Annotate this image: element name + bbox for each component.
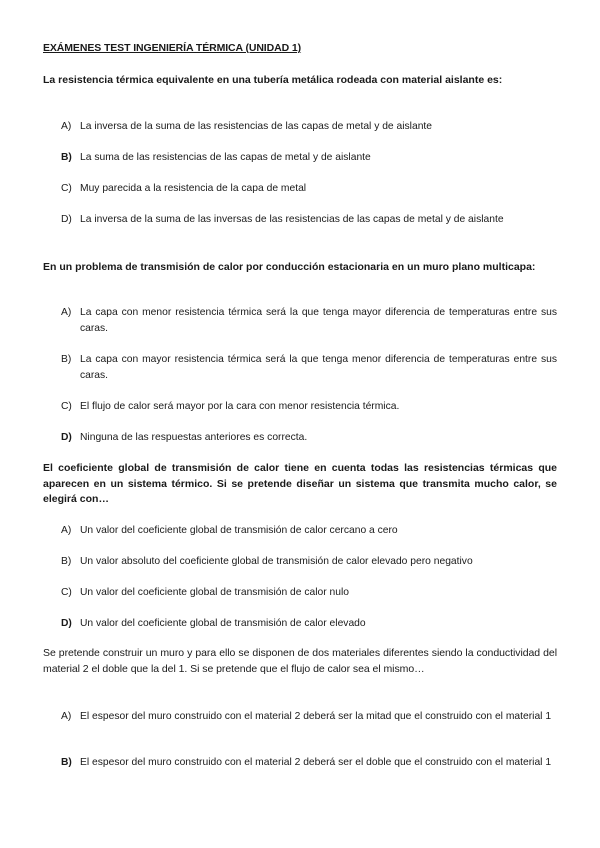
option-letter: B)	[61, 354, 72, 365]
option-letter: D)	[61, 618, 72, 629]
question-4-option-a	[61, 709, 557, 725]
question-2-text: En un problema de transmisión de calor por conducción estacionaria en un muro plano multicapa:	[43, 261, 536, 273]
option-text: Un valor del coeficiente global de transmisión de calor cercano a cero	[80, 525, 398, 536]
option-letter: B)	[61, 152, 72, 163]
option-text: La inversa de la suma de las inversas de las resistencias de las capas de metal y de aislante	[80, 214, 504, 225]
question-1-option-a	[61, 119, 557, 135]
question-1-option-c	[61, 181, 557, 197]
option-letter: B)	[61, 757, 72, 768]
question-4-text: Se pretende construir un muro y para ello se disponen de dos materiales diferentes siendo la conductividad del material 2 el doble que la del 1. Si se pretende que el flujo de calor sea el mismo…	[43, 647, 557, 675]
option-text: El espesor del muro construido con el material 2 deberá ser la mitad que el construido con el material 1	[80, 711, 552, 722]
page-title: EXÁMENES TEST INGENIERÍA TÉRMICA (UNIDAD 1)	[43, 42, 302, 54]
option-letter: D)	[61, 432, 72, 443]
option-text: El flujo de calor será mayor por la cara con menor resistencia térmica.	[80, 401, 400, 412]
option-letter: C)	[61, 587, 72, 598]
option-letter: B)	[61, 556, 72, 567]
option-letter: A)	[61, 525, 72, 536]
option-letter: A)	[61, 711, 72, 722]
question-3-option-c	[61, 585, 557, 601]
option-letter: D)	[61, 214, 72, 225]
option-text: Un valor absoluto del coeficiente global de transmisión de calor elevado pero negativo	[80, 556, 473, 567]
option-letter: C)	[61, 401, 72, 412]
option-text: Ninguna de las respuestas anteriores es correcta.	[80, 432, 308, 443]
option-text: La inversa de la suma de las resistencias de las capas de metal y de aislante	[80, 121, 433, 132]
question-3-option-b	[61, 554, 557, 570]
option-text: El espesor del muro construido con el material 2 deberá ser el doble que el construido con el material 1	[80, 757, 552, 768]
option-letter: A)	[61, 121, 72, 132]
option-text: La capa con mayor resistencia térmica será la que tenga menor diferencia de temperaturas entre sus caras.	[80, 354, 557, 381]
option-text: Un valor del coeficiente global de transmisión de calor elevado	[80, 618, 366, 629]
option-text: La suma de las resistencias de las capas de metal y de aislante	[80, 152, 371, 163]
question-2-option-d	[61, 430, 557, 446]
question-3-option-d	[61, 616, 557, 632]
question-2-option-c	[61, 399, 557, 415]
question-3-option-a	[61, 523, 557, 539]
question-2-option-a	[61, 305, 557, 337]
question-1-option-d	[61, 212, 557, 228]
option-letter: A)	[61, 307, 72, 318]
option-text: La capa con menor resistencia térmica será la que tenga mayor diferencia de temperaturas entre sus caras.	[80, 307, 557, 334]
question-3-text: El coeficiente global de transmisión de calor tiene en cuenta todas las resistencias térmicas que aparecen en un sistema térmico. Si se pretende diseñar un sistema que transmita mucho calor, se elegirá con…	[43, 462, 557, 505]
question-1-option-b	[61, 150, 557, 166]
option-letter: C)	[61, 183, 72, 194]
option-text: Un valor del coeficiente global de transmisión de calor nulo	[80, 587, 350, 598]
question-1-text: La resistencia térmica equivalente en una tubería metálica rodeada con material aislante es:	[43, 74, 503, 86]
question-2-option-b	[61, 352, 557, 384]
question-4-option-b	[61, 755, 557, 771]
option-text: Muy parecida a la resistencia de la capa de metal	[80, 183, 307, 194]
